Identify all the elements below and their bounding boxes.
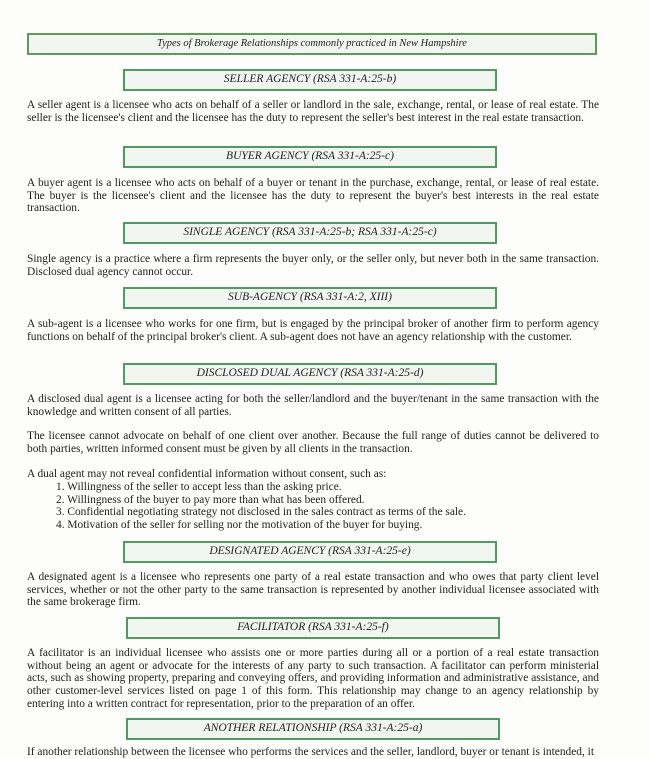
section-heading-seller-agency: SELLER AGENCY (RSA 331-A:25-b): [123, 69, 497, 91]
seller-agency-paragraph: A seller agent is a licensee who acts on behalf of a seller or landlord in the sale, exchange, rental, or lease of real estate. The seller is the licensee's client and the licensee has the duty to represent the seller's best interest in the real estate transaction.: [27, 99, 599, 124]
section-heading-facilitator: FACILITATOR (RSA 331-A:25-f): [126, 617, 500, 639]
buyer-agency-paragraph: A buyer agent is a licensee who acts on behalf of a buyer or tenant in the purchase, exchange, rental, or lease of real estate. The buyer is the licensee's client and the licensee has the duty to represent the buyer's best interests in the real estate transaction.: [27, 177, 599, 215]
list-item: 4. Motivation of the seller for selling nor the motivation of the buyer for buying.: [56, 519, 423, 532]
section-heading-designated-agency: DESIGNATED AGENCY (RSA 331-A:25-e): [123, 541, 497, 563]
section-heading-disclosed-dual-agency: DISCLOSED DUAL AGENCY (RSA 331-A:25-d): [123, 363, 497, 385]
dual-agency-paragraph-3: A dual agent may not reveal confidential information without consent, such as:: [27, 468, 387, 480]
list-item: 1. Willingness of the seller to accept less than the asking price.: [56, 481, 342, 493]
list-item: 2. Willingness of the buyer to pay more than what has been offered.: [56, 493, 365, 506]
dual-agency-paragraph-1: A disclosed dual agent is a licensee acting for both the seller/landlord and the buyer/tenant in the same transaction with the knowledge and written consent of all parties.: [27, 393, 599, 418]
confidential-info-list: [56, 481, 596, 532]
section-heading-buyer-agency: BUYER AGENCY (RSA 331-A:25-c): [123, 146, 497, 168]
another-relationship-paragraph: If another relationship between the licensee who performs the services and the seller, landlord, buyer or tenant is intended, it: [27, 746, 594, 758]
designated-agency-paragraph: A designated agent is a licensee who represents one party of a real estate transaction and who owes that party client level services, whether or not the other party to the same transaction is represented by another individual licensee associated with the same brokerage firm.: [27, 571, 599, 609]
section-heading-single-agency: SINGLE AGENCY (RSA 331-A:25-b; RSA 331-A:25-c): [123, 222, 497, 244]
list-item: 3. Confidential negotiating strategy not disclosed in the sales contract as terms of the sale.: [56, 506, 466, 519]
sub-agency-paragraph: A sub-agent is a licensee who works for one firm, but is engaged by the principal broker of another firm to perform agency functions on behalf of the principal broker's client. A sub-agent does not have an agency relationship with the customer.: [27, 318, 599, 343]
dual-agency-paragraph-2: The licensee cannot advocate on behalf of one client over another. Because the full range of duties cannot be delivered to both parties, written informed consent must be given by all clients in the transaction.: [27, 430, 599, 455]
section-heading-another-relationship: ANOTHER RELATIONSHIP (RSA 331-A:25-a): [126, 718, 500, 740]
facilitator-paragraph: A facilitator is an individual licensee who assists one or more parties during all or a portion of a real estate transaction without being an agent or advocate for the interests of any party to such transaction. A facilitator can perform ministerial acts, such as showing property, preparing and conveying offers, and providing information and administrative assistance, and other customer-level services listed on page 1 of this form. This relationship may change to an agency relationship by entering into a written contract for representation, prior to the preparation of an offer.: [27, 647, 599, 710]
single-agency-paragraph: Single agency is a practice where a firm represents the buyer only, or the seller only, but never both in the same transaction. Disclosed dual agency cannot occur.: [27, 253, 599, 278]
section-heading-sub-agency: SUB-AGENCY (RSA 331-A:2, XIII): [123, 287, 497, 309]
document-title: Types of Brokerage Relationships commonly practiced in New Hampshire: [27, 33, 597, 55]
